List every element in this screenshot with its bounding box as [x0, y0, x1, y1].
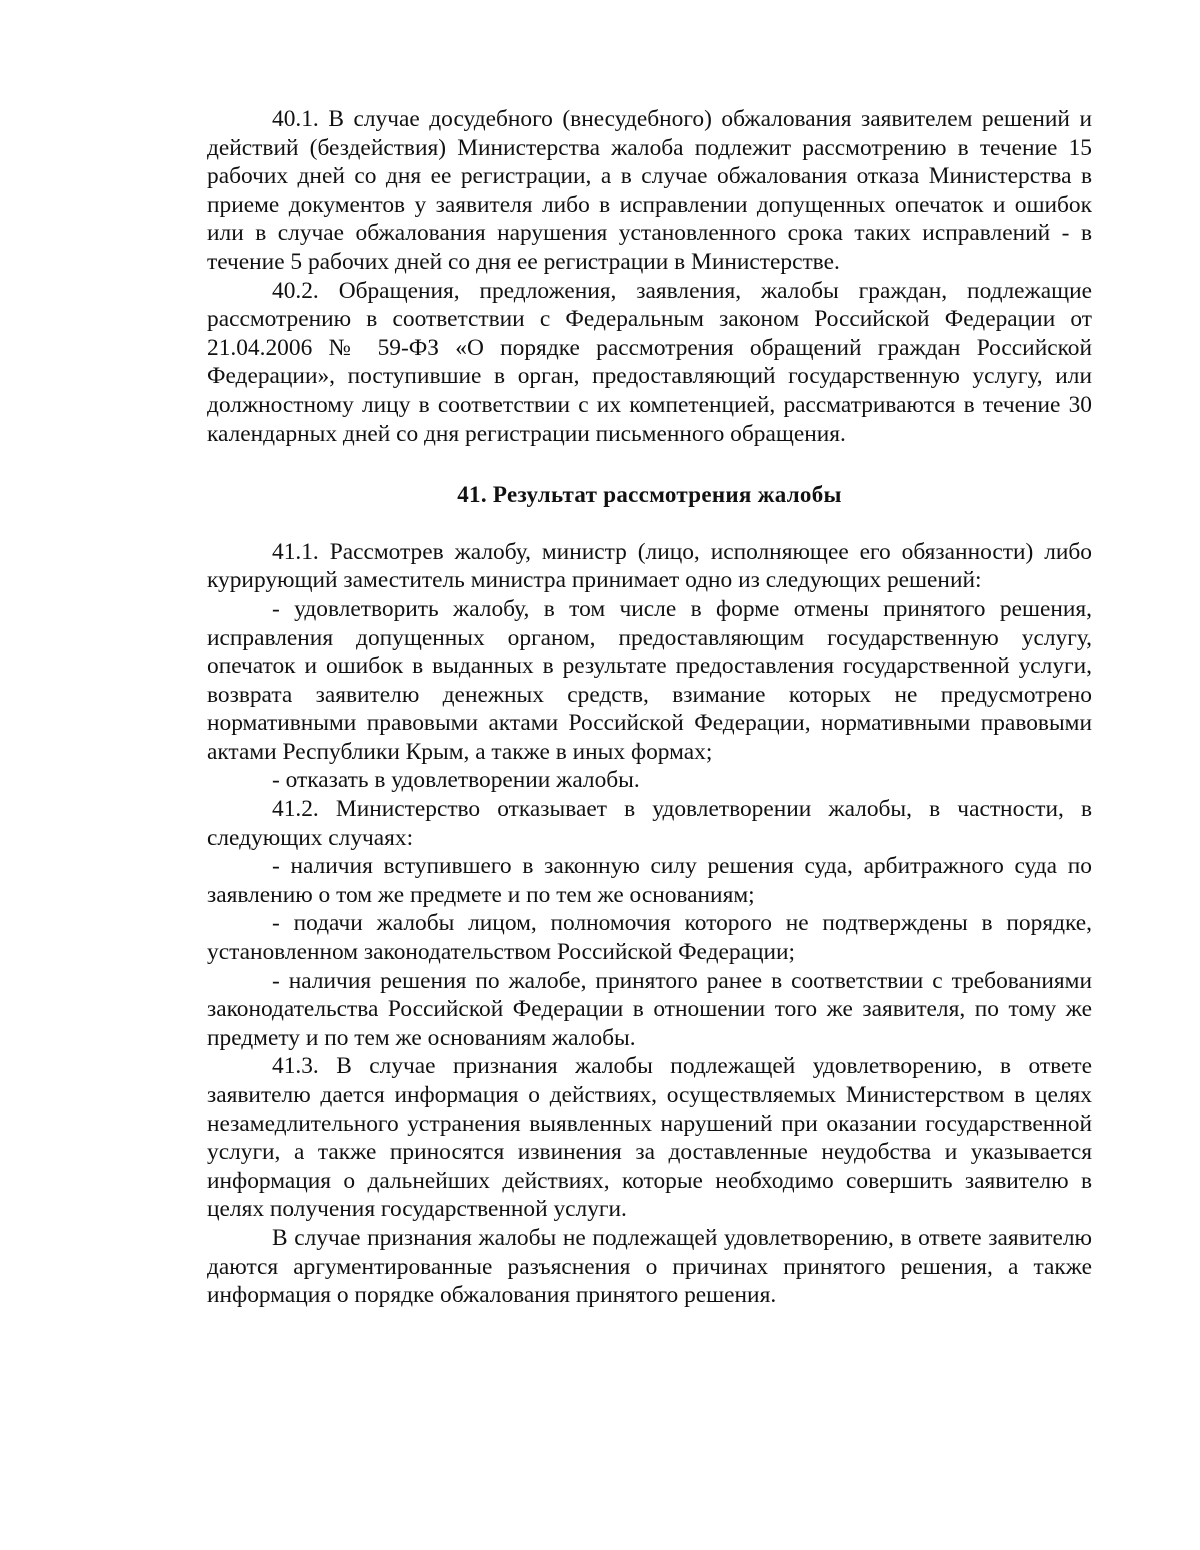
paragraph-41-1: 41.1. Рассмотрев жалобу, министр (лицо, исполняющее его обязанности) либо курирующий заместитель министра принимает одно из следующих решений: [207, 538, 1092, 594]
paragraph-41-2-case-authority: - подачи жалобы лицом, полномочия которого не подтверждены в порядке, установленном законодательством Российской Федерации; [207, 910, 1092, 966]
paragraph-41-2-case-prior-decision: - наличия решения по жалобе, принятого ранее в соответствии с требованиями законодательства Российской Федерации в отношении того же заявителя, по тому же предмету и по тем же основаниям жалобы. [207, 967, 1092, 1051]
paragraph-41-2: 41.2. Министерство отказывает в удовлетворении жалобы, в частности, в следующих случаях: [207, 796, 1092, 851]
section-heading-41: 41. Результат рассмотрения жалобы [457, 482, 842, 508]
paragraph-41-3-refusal: В случае признания жалобы не подлежащей удовлетворению, в ответе заявителю даются аргументированные разъяснения о причинах принятого решения, а также информация о порядке обжалования принятого решения. [207, 1224, 1092, 1309]
paragraph-41-2-case-court: - наличия вступившего в законную силу решения суда, арбитражного суда по заявлению о том же предмете и по тем же основаниям; [207, 853, 1092, 908]
paragraph-41-1-option-refuse: - отказать в удовлетворении жалобы. [272, 767, 640, 794]
paragraph-40-2: 40.2. Обращения, предложения, заявления, жалобы граждан, подлежащие рассмотрению в соответствии с Федеральным законом Российской Федерации от 21.04.2006 № 59-ФЗ «О порядке рассмотрения обращений граждан Российской Федерации», поступившие в орган, предоставляющий государственную услугу, или должностному лицу в соответствии с их компетенцией, рассматриваются в течение 30 календарных дней со дня регистрации письменного обращения. [207, 277, 1092, 447]
document-page [207, 105, 1092, 1310]
paragraph-40-1: 40.1. В случае досудебного (внесудебного) обжалования заявителем решений и действий (бездействия) Министерства жалоба подлежит рассмотрению в течение 15 рабочих дней со дня ее регистрации, а в случае обжалования отказа Министерства в приеме документов у заявителя либо в исправлении допущенных опечаток и ошибок или в случае обжалования нарушения установленного срока таких исправлений - в течение 5 рабочих дней со дня ее регистрации в Министерстве. [207, 106, 1092, 275]
paragraph-41-1-option-satisfy: - удовлетворить жалобу, в том числе в форме отмены принятого решения, исправления допущенных органом, предоставляющим государственную услугу, опечаток и ошибок в выданных в результате предоставления государственной услуги, возврата заявителю денежных средств, взимание которых не предусмотрено нормативными правовыми актами Российской Федерации, нормативными правовыми актами Республики Крым, а также в иных формах; [207, 595, 1092, 765]
paragraph-41-3: 41.3. В случае признания жалобы подлежащей удовлетворению, в ответе заявителю дается информация о действиях, осуществляемых Министерством в целях незамедлительного устранения выявленных нарушений при оказании государственной услуги, а также приносятся извинения за доставленные неудобства и указывается информация о дальнейших действиях, которые необходимо совершить заявителю в целях получения государственной услуги. [207, 1053, 1092, 1223]
